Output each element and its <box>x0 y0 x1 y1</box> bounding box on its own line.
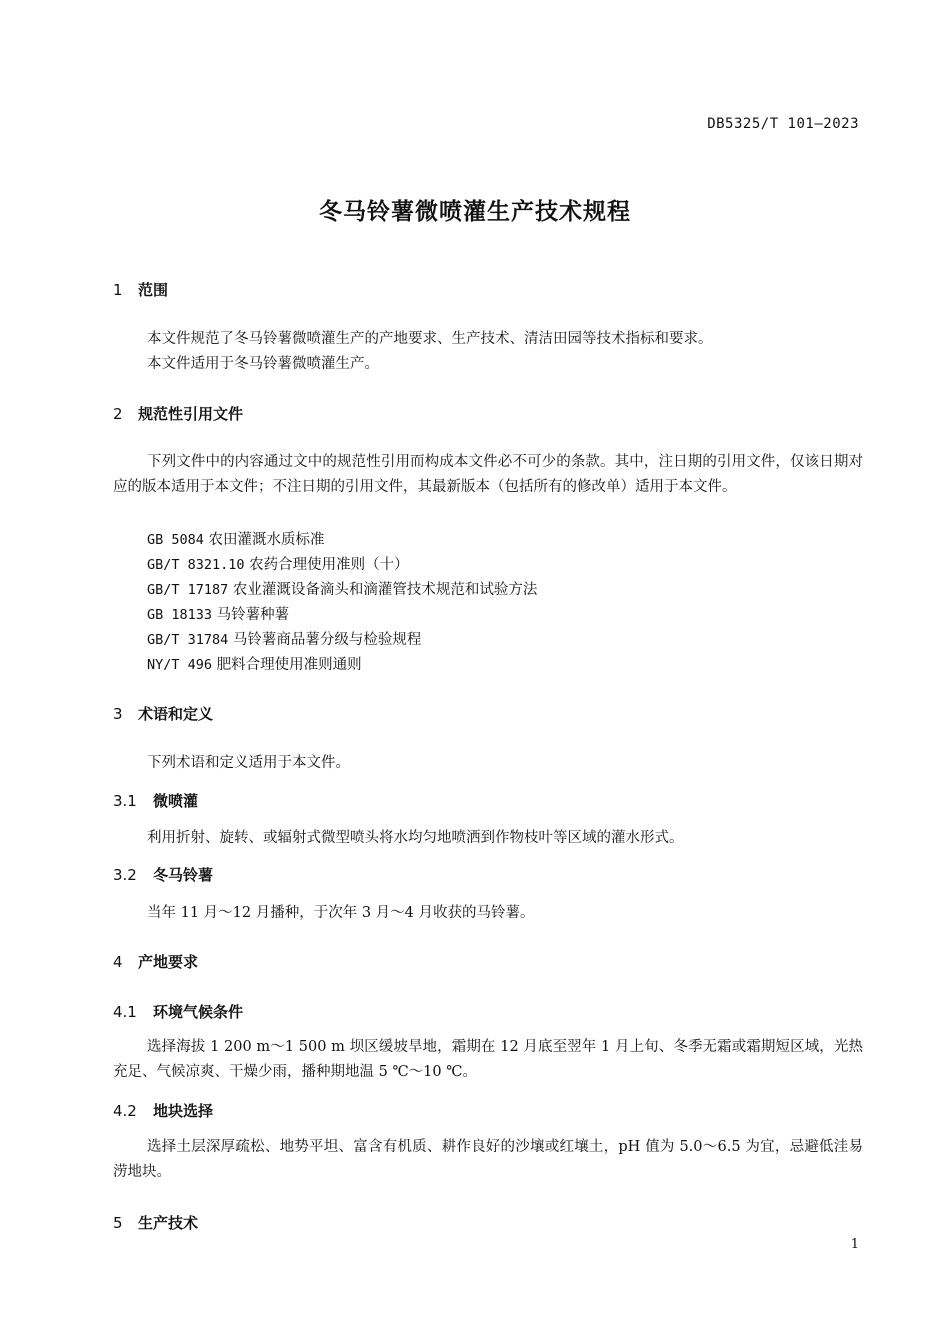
reference-name: 农田灌溉水质标准 <box>208 532 325 548</box>
section-2-heading <box>113 403 243 424</box>
section-5-heading <box>113 1212 198 1233</box>
reference-code: GB 18133 <box>147 607 213 623</box>
subsection-3-1-heading <box>113 790 198 811</box>
reference-code: GB/T 31784 <box>147 632 229 648</box>
subsection-3-1-text: 利用折射、旋转、或辐射式微型喷头将水均匀地喷洒到作物枝叶等区域的灌水形式。 <box>147 830 684 846</box>
subsection-4-1-heading <box>113 1001 243 1022</box>
reference-name: 马铃薯种薯 <box>216 607 290 623</box>
reference-code: GB/T 8321.10 <box>147 557 245 573</box>
subsection-number: 4.1 <box>113 1003 137 1021</box>
reference-item <box>147 578 537 599</box>
section-3-paragraph: 下列术语和定义适用于本文件。 <box>147 755 350 771</box>
subsection-number: 3.2 <box>113 866 137 884</box>
section-1-paragraph-1: 本文件规范了冬马铃薯微喷灌生产的产地要求、生产技术、清洁田园等技术指标和要求。 <box>147 331 713 347</box>
section-1-paragraph-2: 本文件适用于冬马铃薯微喷灌生产。 <box>147 356 379 372</box>
subsection-number: 4.2 <box>113 1102 137 1120</box>
subsection-title: 环境气候条件 <box>153 1003 244 1021</box>
document-number: DB5325/T 101—2023 <box>707 116 859 132</box>
section-4-heading <box>113 951 198 972</box>
page-number: 1 <box>850 1237 859 1252</box>
reference-item <box>147 603 289 624</box>
subsection-title: 微喷灌 <box>153 792 199 810</box>
subsection-title: 地块选择 <box>153 1102 214 1120</box>
section-title: 术语和定义 <box>138 705 214 723</box>
section-1-heading <box>113 279 168 300</box>
section-number: 2 <box>113 405 123 423</box>
subsection-4-2-text: 选择土层深厚疏松、地势平坦、富含有机质、耕作良好的沙壤或红壤土，pH 值为 5.0～6.5 为宜，忌避低洼易涝地块。 <box>113 1139 863 1180</box>
section-title: 产地要求 <box>138 953 199 971</box>
subsection-3-2-heading <box>113 864 213 885</box>
reference-code: GB/T 17187 <box>147 582 229 598</box>
reference-name: 农药合理使用准则（十） <box>249 557 409 573</box>
subsection-3-2-text: 当年 11 月～12 月播种，于次年 3 月～4 月收获的马铃薯。 <box>147 905 535 921</box>
section-number: 3 <box>113 705 123 723</box>
section-3-heading <box>113 703 213 724</box>
reference-item <box>147 628 421 649</box>
section-title: 范围 <box>138 281 169 299</box>
section-number: 1 <box>113 281 123 299</box>
reference-item <box>147 553 409 574</box>
reference-item <box>147 653 362 674</box>
section-title: 生产技术 <box>138 1214 199 1232</box>
subsection-number: 3.1 <box>113 792 137 810</box>
reference-item <box>147 528 325 549</box>
reference-code: NY/T 496 <box>147 657 213 673</box>
subsection-title: 冬马铃薯 <box>153 866 214 884</box>
document-title: 冬马铃薯微喷灌生产技术规程 <box>319 199 631 225</box>
reference-name: 肥料合理使用准则通则 <box>216 657 362 673</box>
section-title: 规范性引用文件 <box>138 405 244 423</box>
subsection-4-2-heading <box>113 1100 213 1121</box>
subsection-4-1-text: 选择海拔 1 200 m～1 500 m 坝区缓坡旱地，霜期在 12 月底至翌年 1 月上旬、冬季无霜或霜期短区域，光热充足、气候凉爽、干燥少雨，播种期地温 5 ℃～10 ℃。 <box>113 1039 863 1080</box>
reference-code: GB 5084 <box>147 532 204 548</box>
section-number: 5 <box>113 1214 123 1232</box>
reference-name: 农业灌溉设备滴头和滴灌管技术规范和试验方法 <box>232 582 538 598</box>
reference-name: 马铃薯商品薯分级与检验规程 <box>232 632 422 648</box>
section-2-paragraph: 下列文件中的内容通过文中的规范性引用而构成本文件必不可少的条款。其中，注日期的引用文件，仅该日期对应的版本适用于本文件；不注日期的引用文件，其最新版本（包括所有的修改单）适用于本文件。 <box>113 454 863 495</box>
section-number: 4 <box>113 953 123 971</box>
